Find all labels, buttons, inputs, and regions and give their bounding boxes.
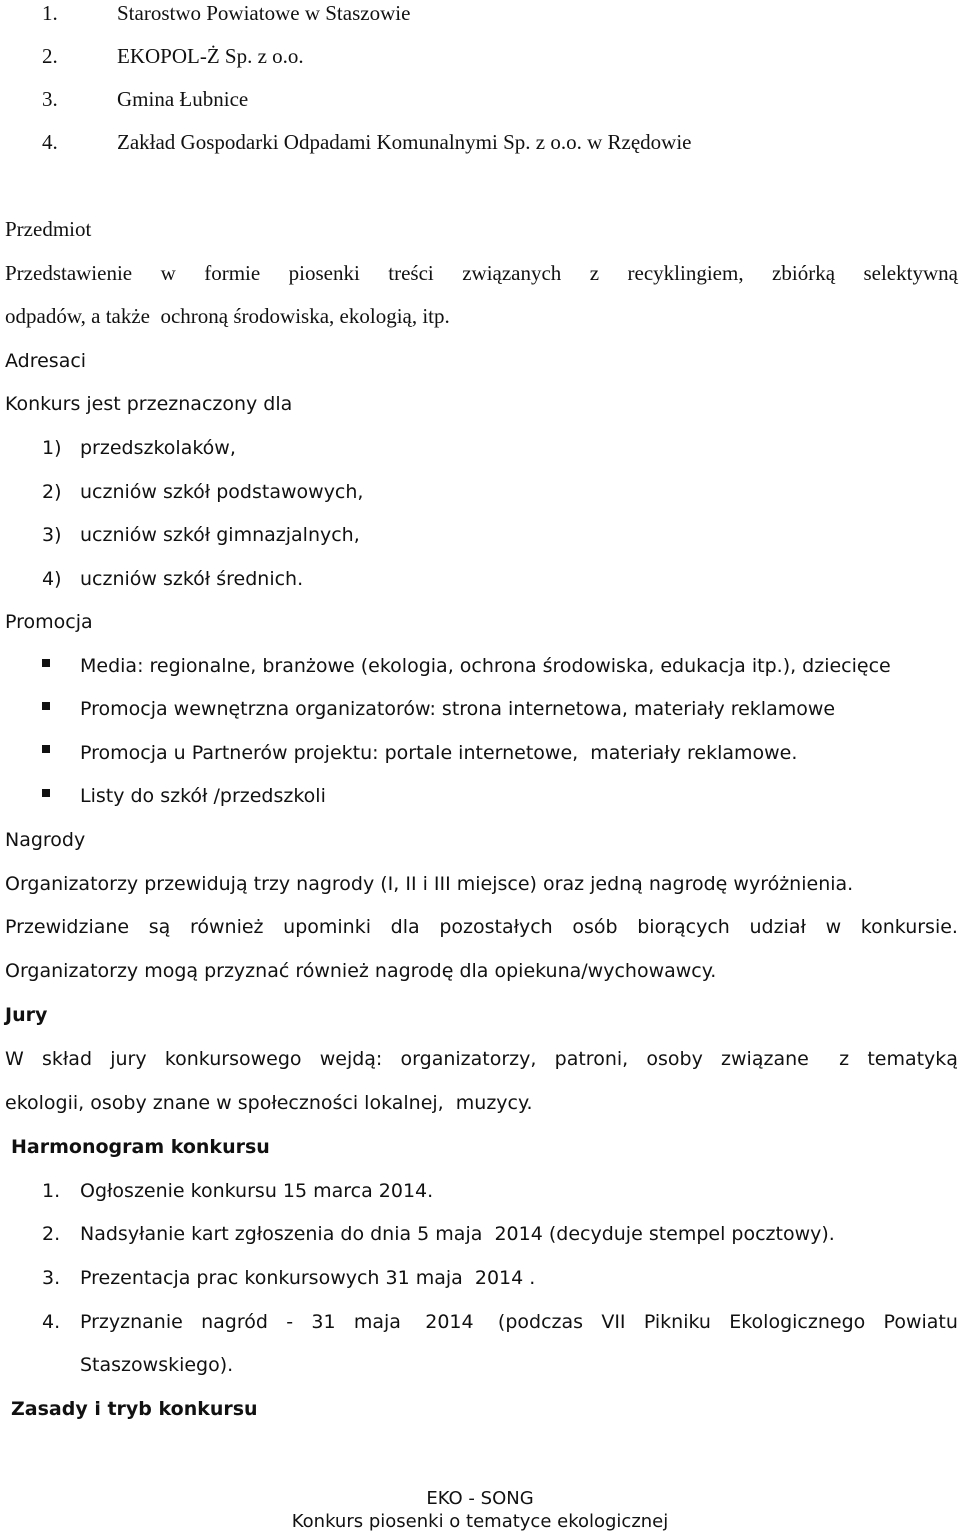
list-text: Starostwo Powiatowe w Staszowie — [117, 1, 411, 25]
list-number: 4. — [42, 130, 58, 154]
list-number: 3. — [42, 87, 58, 111]
word: z — [589, 261, 600, 285]
list-text: Prezentacja prac konkursowych 31 maja 2014 . — [80, 1267, 536, 1289]
promocja-item-text: Media: regionalne, branżowe (ekologia, ochrona środowiska, edukacja itp. — [80, 655, 783, 677]
word: organizatorzy, — [400, 1048, 537, 1070]
list-text: uczniów szkół gimnazjalnych, — [80, 524, 360, 546]
list-number: 3) — [42, 524, 62, 546]
word: skład — [42, 1048, 93, 1070]
word: formie — [204, 261, 261, 285]
list-number: 1. — [42, 1180, 61, 1202]
word: w — [160, 261, 176, 285]
word: dla — [390, 916, 420, 938]
word: wejdą: — [319, 1048, 383, 1070]
word: W — [5, 1048, 24, 1070]
promocja-item — [80, 653, 891, 679]
przedmiot-line-1 — [5, 260, 958, 286]
word: 31 — [311, 1311, 336, 1333]
list-number: 4) — [42, 568, 62, 590]
word: 2014 — [419, 1311, 474, 1333]
list-number: 2) — [42, 481, 62, 503]
word: piosenki — [288, 261, 360, 285]
promocja-item: Promocja u Partnerów projektu: portale internetowe, materiały reklamowe. — [80, 742, 798, 764]
footer-subtitle: Konkurs piosenki o tematyce ekologicznej — [291, 1511, 669, 1532]
bullet-icon — [42, 659, 50, 667]
nagrody-line-3: Organizatorzy mogą przyznać również nagrodę dla opiekuna/wychowawcy. — [5, 960, 717, 982]
word: osób — [572, 916, 618, 938]
word: Przyznanie — [80, 1311, 183, 1333]
word: Przewidziane — [5, 916, 130, 938]
section-heading-nagrody: Nagrody — [5, 829, 86, 851]
przedmiot-line-2: odpadów, a także ochroną środowiska, ekologią, itp. — [5, 304, 450, 328]
list-text: uczniów szkół średnich. — [80, 568, 304, 590]
nagrody-line-2 — [5, 914, 958, 940]
list-text: Gmina Łubnice — [117, 87, 249, 111]
word: Powiatu — [883, 1311, 958, 1333]
promocja-item-tail: ), dziecięce — [782, 655, 891, 677]
list-number: 1) — [42, 437, 62, 459]
list-text: Ogłoszenie konkursu 15 marca 2014. — [80, 1180, 434, 1202]
word: VII — [601, 1311, 626, 1333]
word: Przedstawienie — [5, 261, 133, 285]
list-number: 1. — [42, 1, 58, 25]
list-text: Zakład Gospodarki Odpadami Komunalnymi Sp. z o.o. w Rzędowie — [117, 130, 692, 154]
word: w — [825, 916, 842, 938]
word: związane — [721, 1048, 821, 1070]
section-heading-harmonogram: Harmonogram konkursu — [11, 1136, 270, 1158]
jury-line-1 — [5, 1046, 958, 1072]
list-number: 4. — [42, 1311, 61, 1333]
bullet-icon — [42, 702, 50, 710]
word: maja — [353, 1311, 401, 1333]
section-heading-przedmiot: Przedmiot — [5, 217, 92, 241]
promocja-item: Listy do szkół /przedszkoli — [80, 785, 326, 807]
word: Pikniku — [643, 1311, 711, 1333]
word: tematyką — [867, 1048, 958, 1070]
list-text: przedszkolaków, — [80, 437, 236, 459]
nagrody-line-1: Organizatorzy przewidują trzy nagrody (I, II i III miejsce) oraz jedną nagrodę wyróżnienia. — [5, 873, 854, 895]
word: upominki — [283, 916, 372, 938]
list-text: Nadsyłanie kart zgłoszenia do dnia 5 maja 2014 (decyduje stempel pocztowy). — [80, 1223, 835, 1245]
word: są — [148, 916, 171, 938]
promocja-item: Promocja wewnętrzna organizatorów: strona internetowa, materiały reklamowe — [80, 698, 836, 720]
word: pozostałych — [439, 916, 553, 938]
list-number: 2. — [42, 44, 58, 68]
word: z — [839, 1048, 850, 1070]
word: również — [189, 916, 264, 938]
section-heading-promocja: Promocja — [5, 611, 93, 633]
word: - — [286, 1311, 294, 1333]
bullet-icon — [42, 789, 50, 797]
word: udział — [749, 916, 806, 938]
harmonogram-item4-line-1 — [80, 1309, 958, 1335]
jury-line-2: ekologii, osoby znane w społeczności lokalnej, muzycy. — [5, 1092, 533, 1114]
word: (podczas — [491, 1311, 584, 1333]
word: Ekologicznego — [729, 1311, 866, 1333]
word: selektywną — [863, 261, 958, 285]
adresaci-intro: Konkurs jest przeznaczony dla — [5, 393, 293, 415]
word: zbiórką — [772, 261, 836, 285]
section-heading-zasady: Zasady i tryb konkursu — [11, 1398, 258, 1420]
word: jury — [110, 1048, 147, 1070]
word: recyklingiem, — [627, 261, 744, 285]
list-number: 2. — [42, 1223, 61, 1245]
word: nagród — [201, 1311, 268, 1333]
bullet-icon — [42, 745, 50, 753]
word: konkursowego — [164, 1048, 302, 1070]
section-heading-jury: Jury — [5, 1004, 48, 1026]
word: osoby — [646, 1048, 703, 1070]
section-heading-adresaci: Adresaci — [5, 350, 87, 372]
list-number: 3. — [42, 1267, 61, 1289]
footer-title: EKO - SONG — [426, 1488, 534, 1509]
word: konkursie. — [860, 916, 958, 938]
list-text: EKOPOL-Ż Sp. z o.o. — [117, 44, 304, 68]
word: treści — [388, 261, 434, 285]
list-text: uczniów szkół podstawowych, — [80, 481, 364, 503]
word: związanych — [462, 261, 562, 285]
word: biorących — [637, 916, 730, 938]
word: patroni, — [554, 1048, 629, 1070]
harmonogram-item4-line-2: Staszowskiego). — [80, 1354, 234, 1376]
